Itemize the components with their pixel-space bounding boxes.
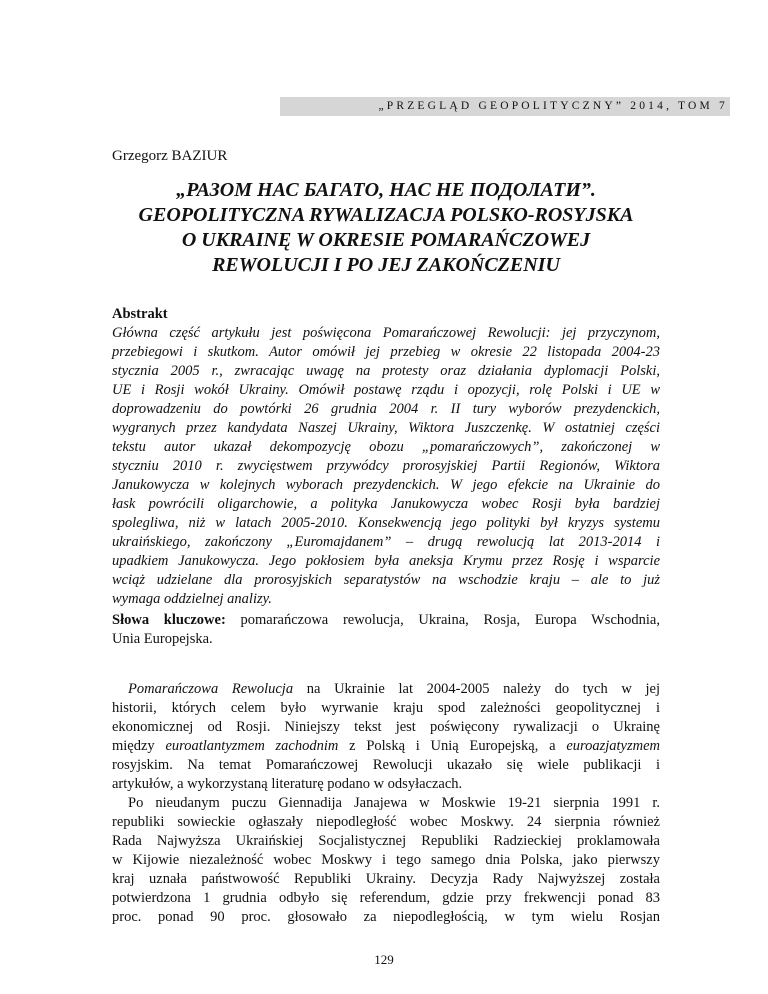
keywords-label: Słowa kluczowe: xyxy=(112,612,226,628)
article-title xyxy=(112,178,660,278)
italic-term: euroazjatyzmem xyxy=(566,738,661,754)
body-line: Rada Najwyższa Ukraińskiej Socjalistycznej Republiki Radzieckiej proklamowała xyxy=(112,833,660,849)
body-span: z Polską i Unią Europejską, a xyxy=(349,738,556,754)
author-name: Grzegorz BAZIUR xyxy=(112,148,228,164)
abstract-line: upadkiem Janukowycza. Jego pokłosiem była aneksja Krymu przez Rosję i wsparcie xyxy=(112,553,660,569)
body-line: kraj uznała państwowość Republiki Ukrainy. Decyzja Rady Najwyższej została xyxy=(112,871,660,887)
abstract-line: wygranych przez kandydata Naszej Ukrainy, Wiktora Juszczenkę. W ostatniej części xyxy=(112,420,660,436)
abstract-line: doprowadzeniu do powtórki 26 grudnia 2004 r. II tury wyborów prezydenckich, xyxy=(112,401,660,417)
italic-term: Pomarańczowa Rewolucja xyxy=(128,681,294,697)
body-line: w Kijowie niezależność wobec Moskwy i tego samego dnia Polska, jako pierwszy xyxy=(112,852,660,868)
italic-term: euroatlantyzmem zachodnim xyxy=(165,738,339,754)
abstract-line: wymaga oddzielnej analizy. xyxy=(112,591,272,607)
body-span: między xyxy=(112,738,155,754)
body-line xyxy=(112,680,660,699)
abstract-text xyxy=(112,324,660,609)
keywords-line xyxy=(112,611,660,630)
keywords-line-2: Unia Europejska. xyxy=(112,631,213,647)
page-number: 129 xyxy=(374,952,394,967)
body-line: artykułów, a wykorzystaną literaturę podano w odsyłaczach. xyxy=(112,776,463,792)
title-line: REWOLUCJI I PO JEJ ZAKOŃCZENIU xyxy=(212,254,560,276)
abstract-line: ukraińskiego, zakończony „Euromajdanem” – drugą rewolucją lat 2013-2014 i xyxy=(112,534,660,550)
abstract-line: wciąż udzielane dla prorosyjskich separatystów na wschodzie kraju – ale to już xyxy=(112,572,660,588)
title-line: „РАЗОМ НАС БАГАТО, НАС НЕ ПОДОЛАТИ”. xyxy=(176,179,596,201)
keywords xyxy=(112,611,660,649)
title-line: O UKRAINĘ W OKRESIE POMARAŃCZOWEJ xyxy=(181,229,591,251)
body-line: rosyjskim. Na temat Pomarańczowej Rewolucji ukazało się wiele publikacji i xyxy=(112,757,660,773)
abstract-line: przebiegowi i skutkom. Autor omówił jej przebieg w okresie 22 listopada 2004-23 xyxy=(112,344,660,360)
abstract-line: Główna część artykułu jest poświęcona Pomarańczowej Rewolucji: jej przyczynom, xyxy=(112,325,660,341)
abstract-line: stycznia 2005 r., zwracając uwagę na protesty oraz działania dyplomacji Polski, xyxy=(112,363,660,379)
body-text xyxy=(112,680,660,927)
title-line: GEOPOLITYCZNA RYWALIZACJA POLSKO-ROSYJSKA xyxy=(138,204,634,226)
body-span: na Ukrainie lat 2004-2005 należy do tych w jej xyxy=(306,681,660,697)
abstract-line: tekstu autor ukazał dekompozycję obozu „pomarańczowych”, zakończonej w xyxy=(112,439,660,455)
abstract-line: łask powrócili oligarchowie, a polityka Janukowycza wobec Rosji była bardziej xyxy=(112,496,660,512)
body-line: ekonomicznej od Rosji. Niniejszy tekst jest poświęcony rywalizacji o Ukrainę xyxy=(112,719,660,735)
keywords-list: pomarańczowa rewolucja, Ukraina, Rosja, Europa Wschodnia, xyxy=(240,612,660,628)
body-line: republiki sowieckie ogłaszały niepodległość wobec Moskwy. 24 sierpnia również xyxy=(112,814,660,830)
running-header: „PRZEGLĄD GEOPOLITYCZNY” 2014, TOM 7 xyxy=(378,100,728,112)
body-line: Po nieudanym puczu Giennadija Janajewa w Moskwie 19-21 sierpnia 1991 r. xyxy=(128,795,660,811)
body-line: historii, których celem było wyrwanie kraju spod zależności geopolitycznej i xyxy=(112,700,660,716)
abstract-line: spolegliwa, niż w latach 2005-2010. Konsekwencją jego polityki był kryzys systemu xyxy=(112,515,660,531)
body-line: proc. ponad 90 proc. głosowało za niepodległością, w tym wielu Rosjan xyxy=(112,909,660,925)
body-line xyxy=(112,737,660,756)
abstract-line: Janukowycza w kolejnych wyborach prezydenckich. W jego efekcie na Ukrainie do xyxy=(112,477,660,493)
abstract-heading: Abstrakt xyxy=(112,306,168,322)
body-line: potwierdzona 1 grudnia odbyło się referendum, gdzie przy frekwencji ponad 83 xyxy=(112,890,660,906)
abstract-line: styczniu 2010 r. zwycięstwem przywódcy prorosyjskiej Partii Regionów, Wiktora xyxy=(112,458,660,474)
abstract-line: UE i Rosji wokół Ukrainy. Omówił postawę rządu i opozycji, rolę Polski i UE w xyxy=(112,382,660,398)
